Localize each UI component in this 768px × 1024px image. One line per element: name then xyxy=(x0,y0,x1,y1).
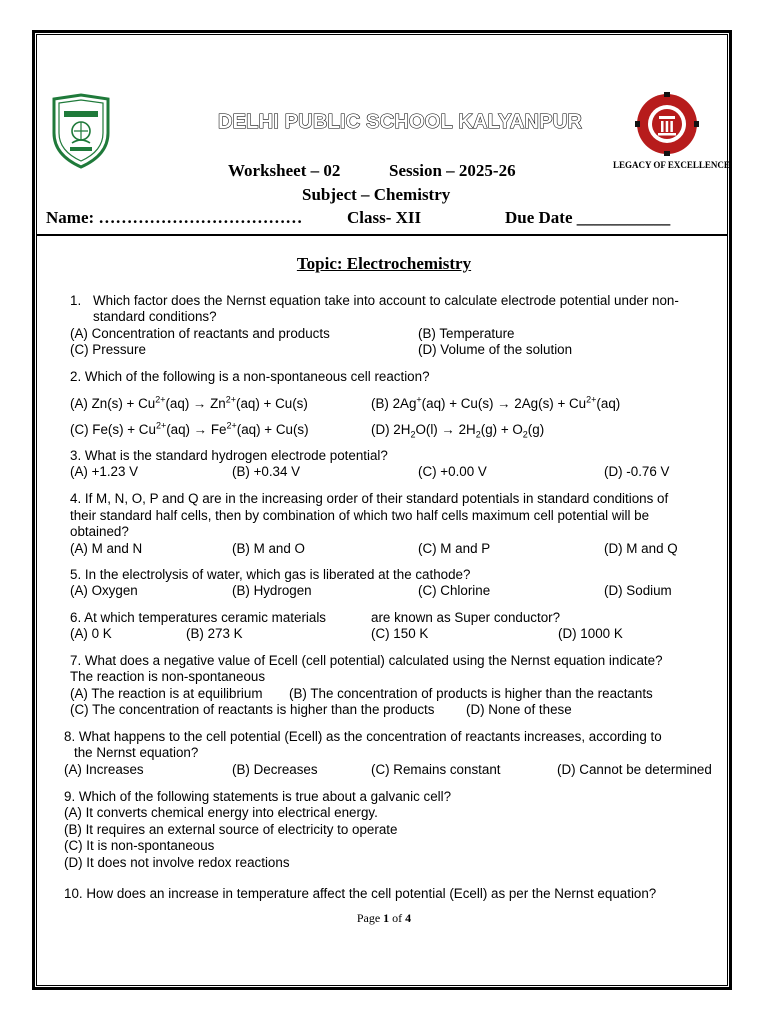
q8-text-line1: 8. What happens to the cell potential (Ecell) as the concentration of reactants increases, according to xyxy=(64,729,662,744)
school-crest-logo xyxy=(50,93,112,169)
q6-text-part2: are known as Super conductor? xyxy=(371,610,561,625)
q6-option-b: (B) 273 K xyxy=(186,626,243,641)
q2-option-b: (B) $2Ag^+(aq) + Cu(s) \to 2Ag(s) + Cu^{2+}(aq)$ xyxy=(371,394,621,411)
q3-text: 3. What is the standard hydrogen electrode potential? xyxy=(70,448,388,463)
q5-option-a: (A) Oxygen xyxy=(70,583,138,598)
q2-text: 2. Which of the following is a non-spontaneous cell reaction? xyxy=(70,369,430,384)
page-total: 4 xyxy=(405,911,412,925)
q1-option-d: (D) Volume of the solution xyxy=(418,342,573,357)
class-label: Class- XII xyxy=(347,208,422,227)
q1-option-b: (B) Temperature xyxy=(418,326,515,341)
q1-text-line2: standard conditions? xyxy=(93,309,217,324)
q6-option-d: (D) 1000 K xyxy=(558,626,623,641)
q9-option-d: (D) It does not involve redox reactions xyxy=(64,855,290,870)
page-label: Page xyxy=(356,911,381,925)
school-name: DELHI PUBLIC SCHOOL KALYANPUR xyxy=(218,111,582,133)
q2-option-c: (C) $Fe(s) + Cu^{2+}(aq) \to Fe^{2+}(aq) + Cu(s)$ xyxy=(70,420,309,437)
q3-option-b: (B) +0.34 V xyxy=(232,464,301,479)
q8-text-line2: the Nernst equation? xyxy=(74,745,199,760)
q4-text-line3: obtained? xyxy=(70,524,129,539)
q6-text-part1: 6. At which temperatures ceramic materials xyxy=(70,610,327,625)
q2-option-d: (D) $2H_2O(l) \to 2H_2(g) + O_2(g)$ xyxy=(371,422,545,440)
q7-text: 7. What does a negative value of Ecell (cell potential) calculated using the Nernst equation indicate? xyxy=(70,653,663,668)
q1-text-line1: Which factor does the Nernst equation take into account to calculate electrode potential under non- xyxy=(93,293,679,308)
q3-option-c: (C) +0.00 V xyxy=(418,464,487,479)
header-divider xyxy=(36,234,728,236)
q10-text: 10. How does an increase in temperature affect the cell potential (Ecell) as per the Nernst equation? xyxy=(64,886,657,901)
q8-option-b: (B) Decreases xyxy=(232,762,318,777)
q5-option-d: (D) Sodium xyxy=(604,583,672,598)
q1-number: 1. xyxy=(70,293,82,308)
q6-option-c: (C) 150 K xyxy=(371,626,429,641)
page-number: 1 xyxy=(383,911,390,925)
q4-option-d: (D) M and Q xyxy=(604,541,678,556)
q7-option-c: (C) The concentration of reactants is higher than the products xyxy=(70,702,435,717)
q7-option-d: (D) None of these xyxy=(466,702,572,717)
topic-heading: Topic: Electrochemistry xyxy=(296,254,472,273)
q8-option-d: (D) Cannot be determined xyxy=(557,762,712,777)
q4-option-c: (C) M and P xyxy=(418,541,491,556)
subject-label: Subject – Chemistry xyxy=(302,185,451,204)
q5-option-c: (C) Chlorine xyxy=(418,583,491,598)
q7-text-line2: The reaction is non-spontaneous xyxy=(70,669,266,684)
name-field: Name: ……………………………… xyxy=(46,208,303,227)
q2-option-a: (A) $Zn(s) + Cu^{2+}(aq) \to Zn^{2+}(aq) + Cu(s)$ xyxy=(70,394,308,411)
q1-option-a: (A) Concentration of reactants and products xyxy=(70,326,330,341)
superhouse-group-logo xyxy=(635,92,699,156)
q4-option-b: (B) M and O xyxy=(232,541,305,556)
q8-option-c: (C) Remains constant xyxy=(371,762,501,777)
q7-option-a: (A) The reaction is at equilibrium xyxy=(70,686,263,701)
q4-text-line1: 4. If M, N, O, P and Q are in the increasing order of their standard potentials in standard conditions of xyxy=(70,491,669,506)
q5-text: 5. In the electrolysis of water, which gas is liberated at the cathode? xyxy=(70,567,471,582)
tagline: LEGACY OF EXCELLENCE xyxy=(613,160,730,170)
q9-option-b: (B) It requires an external source of electricity to operate xyxy=(64,822,398,837)
q3-option-a: (A) +1.23 V xyxy=(70,464,139,479)
due-date-field: Due Date ___________ xyxy=(505,208,671,227)
page-of: of xyxy=(392,911,403,925)
q5-option-b: (B) Hydrogen xyxy=(232,583,312,598)
q7-option-b: (B) The concentration of products is higher than the reactants xyxy=(289,686,653,701)
q4-option-a: (A) M and N xyxy=(70,541,143,556)
q9-option-a: (A) It converts chemical energy into electrical energy. xyxy=(64,805,378,820)
page-footer xyxy=(0,911,768,926)
q4-text-line2: their standard half cells, then by combination of which two half cells maximum cell potential will be xyxy=(70,508,650,523)
q3-option-d: (D) -0.76 V xyxy=(604,464,670,479)
q9-option-c: (C) It is non-spontaneous xyxy=(64,838,215,853)
q1-option-c: (C) Pressure xyxy=(70,342,146,357)
q8-option-a: (A) Increases xyxy=(64,762,144,777)
q9-text: 9. Which of the following statements is true about a galvanic cell? xyxy=(64,789,452,804)
worksheet-label: Worksheet – 02 xyxy=(228,161,341,180)
session-label: Session – 2025-26 xyxy=(389,161,516,180)
q6-option-a: (A) 0 K xyxy=(70,626,112,641)
